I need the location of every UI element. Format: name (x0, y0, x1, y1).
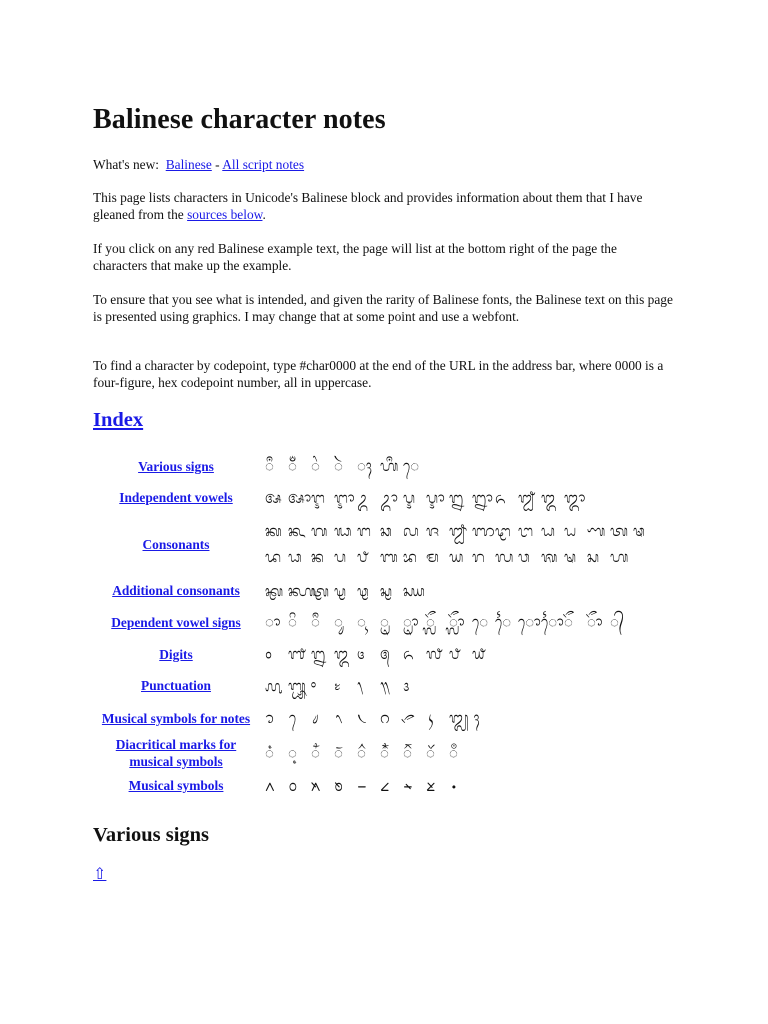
intro-period: . (262, 207, 266, 222)
balinese-glyph[interactable]: ᬻ (403, 613, 419, 631)
balinese-glyph[interactable]: ᬿ (495, 613, 512, 631)
balinese-glyph[interactable]: ᭛ (288, 676, 308, 695)
index-row (93, 770, 656, 801)
balinese-glyph[interactable]: ᭗ (426, 645, 443, 663)
index-label-cell (93, 482, 259, 513)
balinese-glyph[interactable]: ᬷ (311, 613, 320, 631)
index-label-cell (93, 735, 259, 770)
balinese-glyph[interactable]: ᬙ (403, 522, 419, 540)
balinese-glyph[interactable]: ᭕ (380, 645, 390, 663)
balinese-glyph[interactable]: ᭞ (357, 676, 363, 695)
balinese-glyph[interactable]: ᬂ (311, 457, 320, 475)
balinese-glyph[interactable]: ᭒ (311, 645, 326, 663)
balinese-glyph[interactable]: ᬛ (449, 522, 468, 540)
balinese-glyph[interactable]: ᭝ (334, 676, 341, 695)
index-link[interactable]: Digits (159, 646, 193, 662)
balinese-glyph[interactable]: ᭼ (449, 776, 459, 795)
index-label-cell (93, 670, 259, 701)
balinese-glyph[interactable]: ᬐ (518, 488, 536, 507)
balinese-glyph[interactable]: ᬾ (403, 457, 420, 475)
balinese-glyph[interactable]: ᭦ (380, 709, 390, 727)
balinese-glyph[interactable]: ᭃ (587, 613, 603, 631)
index-glyphs-cell (259, 482, 656, 513)
index-link[interactable]: Musical symbols (128, 778, 224, 793)
balinese-glyph[interactable]: ᬜ (472, 522, 495, 540)
balinese-glyph[interactable]: ᬖ (334, 522, 352, 540)
balinese-glyph[interactable]: ᬱ (564, 548, 577, 566)
index-glyphs-cell (259, 770, 656, 801)
glyph-line (265, 609, 656, 635)
balinese-glyph[interactable]: ᬵ (265, 613, 281, 631)
index-row (93, 701, 656, 735)
balinese-glyph[interactable]: ᭋ (403, 581, 425, 600)
glyph-line (265, 544, 656, 570)
balinese-glyph[interactable]: ᭈ (334, 581, 347, 600)
balinese-glyph[interactable]: ᭩ (449, 709, 469, 727)
balinese-glyph[interactable]: ᬌ (426, 488, 445, 507)
balinese-glyph[interactable]: ᬨ (357, 548, 369, 566)
glyph-line (265, 705, 656, 731)
index-row (93, 482, 656, 513)
balinese-glyph[interactable]: ᭳ (449, 743, 458, 762)
balinese-glyph[interactable]: ᭱ (403, 743, 412, 762)
balinese-glyph[interactable]: ᬗ (357, 522, 371, 540)
balinese-glyph[interactable]: ᭀ (518, 613, 541, 631)
balinese-glyph[interactable]: ᭷ (334, 776, 344, 795)
balinese-glyph[interactable]: ᬉ (357, 488, 369, 507)
balinese-glyph[interactable]: ᬾ (472, 613, 489, 631)
index-glyphs-cell (259, 638, 656, 670)
index-label-cell (93, 450, 259, 482)
index-glyphs-cell (259, 450, 656, 482)
index-link[interactable]: Diacritical marks for musical symbols (115, 736, 237, 769)
index-row (93, 670, 656, 701)
balinese-glyph[interactable]: ᬈ (334, 488, 355, 507)
balinese-glyph[interactable]: ᭐ (265, 645, 273, 663)
index-label-cell (93, 606, 259, 638)
balinese-glyph[interactable]: ᬀ (265, 457, 274, 475)
balinese-glyph[interactable]: ᭡ (265, 709, 275, 727)
balinese-glyph[interactable]: ᭖ (403, 645, 414, 663)
whats-new-line (93, 156, 673, 173)
index-glyphs-cell (259, 575, 656, 606)
balinese-glyph[interactable]: ᬪ (403, 548, 417, 566)
balinese-glyph[interactable]: ᬮ (495, 548, 514, 566)
balinese-link[interactable]: Balinese (165, 157, 212, 172)
balinese-glyph[interactable]: ᬯ (518, 548, 530, 566)
index-glyphs-cell (259, 701, 656, 735)
balinese-glyph[interactable]: ᭇ (311, 581, 330, 600)
balinese-glyph[interactable]: ᬎ (472, 488, 493, 507)
balinese-glyph[interactable]: ᬔ (288, 522, 305, 540)
balinese-glyph[interactable]: ᬫ (426, 548, 439, 566)
glyph-line (265, 641, 656, 667)
balinese-glyph[interactable]: ᬑ (541, 488, 556, 507)
whats-new-separator: - (215, 157, 220, 172)
balinese-glyph[interactable]: ᭮ (334, 743, 343, 762)
balinese-glyph[interactable]: ᬕ (311, 522, 328, 540)
balinese-glyph[interactable]: ᬒ (564, 488, 586, 507)
balinese-glyph[interactable]: ᭠ (403, 676, 410, 695)
glyph-line (265, 485, 656, 511)
index-link[interactable]: Additional consonants (112, 583, 240, 598)
balinese-glyph[interactable]: ᭨ (426, 709, 436, 727)
page-title: Balinese character notes (93, 104, 386, 135)
balinese-glyph[interactable]: ᭓ (334, 645, 349, 663)
balinese-glyph[interactable]: ᬠ (564, 522, 577, 540)
balinese-glyph[interactable]: ᬤ (265, 548, 282, 566)
codepoint-paragraph: To find a character by codepoint, type #char0000 at the end of the URL in the address bar, where 0000 is a four-figure, hex codepoint number, all in uppercase. (93, 358, 664, 390)
click-paragraph: If you click on any red Balinese example text, the page will list at the bottom right of the page the characters that make up the example. (93, 241, 617, 273)
index-row (93, 638, 656, 670)
balinese-glyph[interactable]: ᬭ (472, 548, 485, 566)
balinese-glyph[interactable]: ᭶ (311, 776, 321, 795)
balinese-glyph[interactable]: ᬳ (610, 548, 629, 566)
intro-paragraph (93, 189, 673, 223)
balinese-glyph[interactable]: ᬼ (426, 613, 435, 631)
index-label-cell (93, 575, 259, 606)
balinese-glyph[interactable]: ᭅ (265, 581, 284, 600)
index-label-cell (93, 513, 259, 575)
index-link[interactable]: Musical symbols for notes (101, 710, 251, 726)
balinese-glyph[interactable]: ᬄ (357, 457, 373, 475)
index-link[interactable]: Consonants (142, 536, 210, 552)
balinese-glyph[interactable]: ᬣ (633, 522, 645, 540)
index-label-cell (93, 701, 259, 735)
balinese-glyph[interactable]: ᭹ (380, 776, 390, 795)
balinese-glyph[interactable]: ᬘ (380, 522, 392, 540)
index-glyphs-cell (259, 513, 656, 575)
index-row (93, 450, 656, 482)
glyph-line (265, 673, 656, 699)
balinese-glyph[interactable]: ᬞ (518, 522, 534, 540)
index-row (93, 575, 656, 606)
balinese-glyph[interactable]: ᭑ (288, 645, 306, 663)
balinese-glyph[interactable]: ᭥ (357, 709, 367, 727)
index-row (93, 513, 656, 575)
glyph-line (265, 578, 656, 604)
balinese-glyph[interactable]: ᬓ (265, 522, 282, 540)
balinese-glyph[interactable]: ᭂ (564, 613, 573, 631)
index-heading-link[interactable]: Index (93, 409, 144, 431)
various-signs-heading: Various signs (93, 824, 210, 846)
balinese-glyph[interactable]: ᭭ (311, 743, 320, 762)
index-table (93, 450, 656, 801)
glyph-line (265, 453, 656, 479)
index-link[interactable]: Dependent vowel signs (111, 614, 241, 630)
balinese-glyph[interactable]: ᭧ (403, 709, 413, 727)
index-label-cell (93, 638, 259, 670)
index-link[interactable]: Punctuation (141, 678, 211, 693)
balinese-glyph[interactable]: ᬚ (426, 522, 440, 540)
balinese-glyph[interactable]: ᭊ (380, 581, 393, 600)
index-row (93, 735, 656, 770)
index-link[interactable]: Various signs (138, 458, 214, 474)
balinese-glyph[interactable]: ᭤ (334, 709, 344, 727)
balinese-glyph[interactable]: ᭴ (265, 776, 275, 795)
glyph-line (265, 740, 656, 766)
balinese-glyph[interactable]: ᬁ (288, 457, 297, 475)
balinese-glyph[interactable]: ᬊ (380, 488, 398, 507)
balinese-glyph[interactable]: ᭪ (472, 709, 482, 727)
balinese-glyph[interactable]: ᭁ (541, 613, 564, 631)
balinese-glyph[interactable]: ᭲ (426, 743, 435, 762)
all-script-notes-link[interactable]: All script notes (222, 157, 305, 172)
index-glyphs-cell (259, 735, 656, 770)
balinese-glyph[interactable]: ᬩ (380, 548, 398, 566)
intro-text: This page lists characters in Unicode's Balinese block and provides information about them that I have gleaned from the (93, 190, 643, 222)
balinese-glyph[interactable]: ᬃ (334, 457, 343, 475)
balinese-glyph[interactable]: ᬏ (495, 488, 506, 507)
balinese-glyph[interactable]: ᬟ (541, 522, 556, 540)
balinese-glyph[interactable]: ᬆ (288, 488, 312, 507)
balinese-glyph[interactable]: ᭸ (357, 776, 367, 795)
balinese-glyph[interactable]: ᬶ (288, 613, 297, 631)
balinese-glyph[interactable]: ᭣ (311, 709, 321, 727)
balinese-glyph[interactable]: ᬅ (265, 488, 282, 507)
index-glyphs-cell (259, 670, 656, 701)
balinese-glyph[interactable]: ᬢ (610, 522, 629, 540)
index-row (93, 606, 656, 638)
balinese-glyph[interactable]: ᬲ (587, 548, 600, 566)
balinese-glyph[interactable]: ᭆ (288, 581, 316, 600)
balinese-glyph[interactable]: ᭔ (357, 645, 365, 663)
balinese-glyph[interactable]: ᬽ (449, 613, 465, 631)
balinese-glyph[interactable]: ᭯ (357, 743, 366, 762)
balinese-glyph[interactable]: ᬺ (380, 613, 389, 631)
balinese-glyph[interactable]: ᬋ (403, 488, 416, 507)
balinese-glyph[interactable]: ᬍ (449, 488, 464, 507)
balinese-glyph[interactable]: ᭚ (265, 676, 283, 695)
whats-new-label: What's new: (93, 157, 159, 172)
balinese-glyph[interactable]: ᭙ (472, 645, 486, 663)
balinese-glyph[interactable]: ᭫ (265, 743, 274, 762)
balinese-glyph[interactable]: ᭟ (380, 676, 390, 695)
glyph-line (265, 773, 656, 799)
balinese-glyph[interactable]: ᬥ (288, 548, 302, 566)
index-link[interactable]: Independent vowels (119, 490, 233, 505)
balinese-glyph[interactable]: ᬧ (334, 548, 347, 566)
balinese-glyph[interactable]: ᬰ (541, 548, 558, 566)
balinese-glyph[interactable]: ᬬ (449, 548, 464, 566)
index-glyphs-cell (259, 606, 656, 638)
balinese-glyph[interactable]: ᬝ (495, 522, 511, 540)
balinese-glyph[interactable]: ᭢ (288, 709, 298, 727)
balinese-glyph[interactable]: ᬸ (334, 613, 343, 631)
balinese-glyph[interactable]: ᭵ (288, 776, 298, 795)
balinese-glyph[interactable]: ᭬ (288, 743, 297, 762)
balinese-glyph[interactable]: ᬹ (357, 613, 366, 631)
balinese-glyph[interactable]: ᬦ (311, 548, 324, 566)
balinese-glyph[interactable]: ᭺ (403, 776, 413, 795)
index-heading (93, 409, 143, 432)
balinese-glyph[interactable]: ᭘ (449, 645, 461, 663)
balinese-glyph[interactable]: ᭻ (426, 776, 436, 795)
glyph-line (265, 518, 656, 544)
sources-below-link[interactable]: sources below (187, 207, 263, 222)
balinese-glyph[interactable]: ᭰ (380, 743, 389, 762)
balinese-glyph[interactable]: ᭄ (610, 613, 625, 631)
balinese-glyph[interactable]: ᬳᬀ (380, 457, 399, 475)
balinese-glyph[interactable]: ᭜ (311, 676, 317, 695)
index-label-cell (93, 770, 259, 801)
balinese-glyph[interactable]: ᭉ (357, 581, 369, 600)
balinese-glyph[interactable]: ᬇ (311, 488, 325, 507)
graphics-paragraph: To ensure that you see what is intended, and given the rarity of Balinese fonts, the Balinese text on this page is presented using graphics. I may change that at some point and use a webfont. (93, 292, 673, 324)
back-to-top-icon[interactable]: ⇧ (93, 866, 107, 883)
balinese-glyph[interactable]: ᬡ (587, 522, 606, 540)
